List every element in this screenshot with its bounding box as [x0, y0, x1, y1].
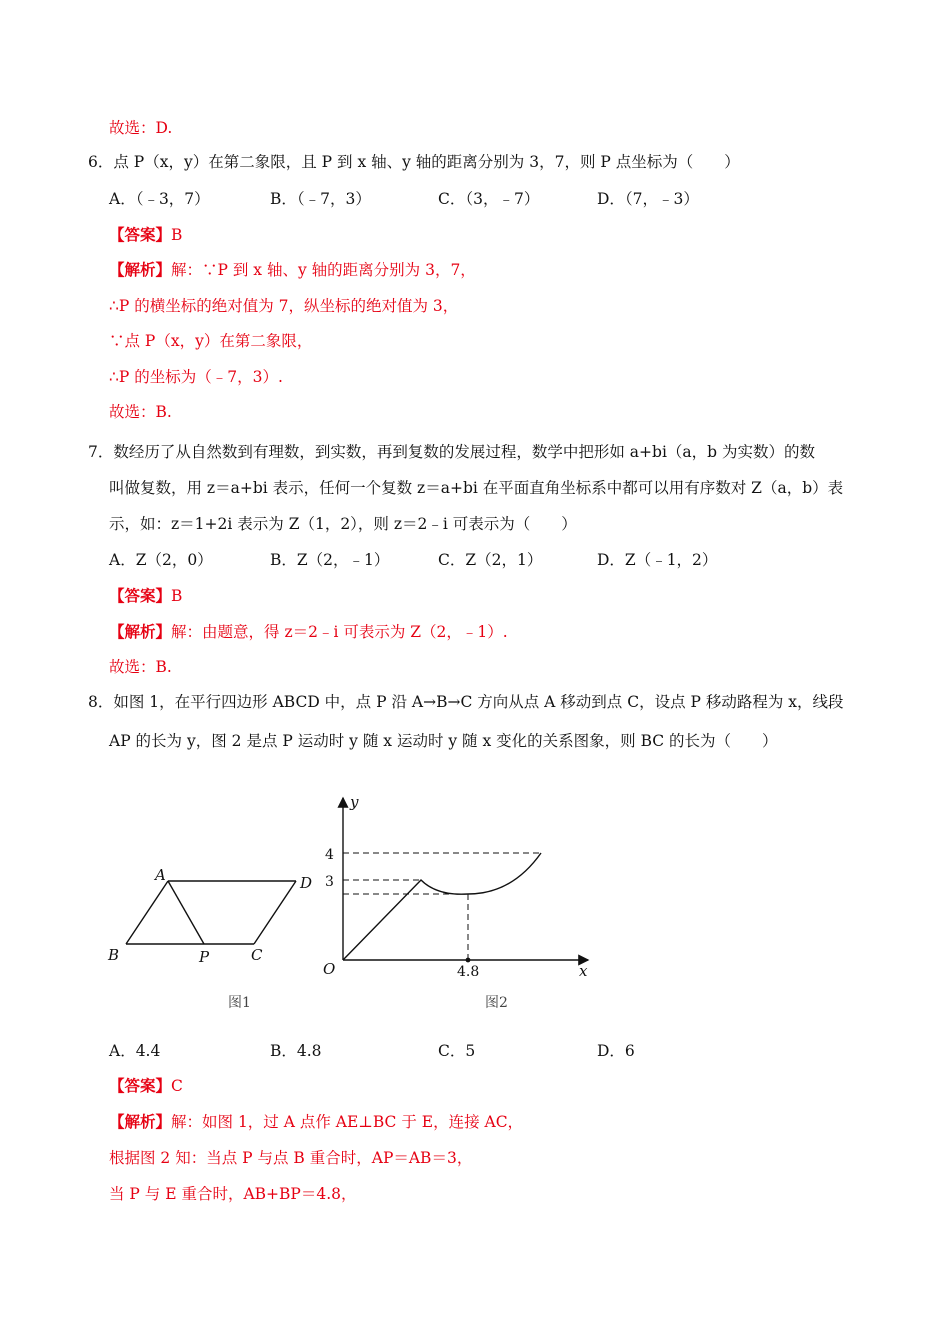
q6-analysis-2: ∴P 的横坐标的绝对值为 7，纵坐标的绝对值为 3， — [109, 297, 459, 315]
answer-tag: 【答案】 — [109, 1076, 172, 1095]
label-b: B — [108, 946, 120, 964]
q6-analysis-4: ∴P 的坐标为（﹣7，3）. — [109, 368, 283, 386]
side-ab — [126, 881, 168, 944]
answer-tag: 【答案】 — [109, 586, 172, 605]
x-axis-label: x — [579, 962, 588, 980]
origin-label: O — [323, 960, 336, 978]
label-p: P — [199, 948, 210, 966]
x-tick-label: 4.8 — [457, 964, 480, 980]
q6-answer-value: B — [171, 226, 183, 244]
q8-option-c: C．5 — [438, 1042, 476, 1060]
q7-answer-value: B — [171, 587, 183, 605]
q6-analysis-3: ∵点 P（x，y）在第二象限， — [109, 332, 313, 350]
y-tick-3: 3 — [325, 874, 334, 890]
q7-number: 7． — [88, 443, 114, 461]
label-a: A — [155, 866, 166, 884]
q8-option-b: B．4.8 — [270, 1042, 322, 1060]
analysis-tag: 【解析】 — [109, 1112, 172, 1131]
q8-analysis-text-1: 解：如图 1，过 A 点作 AE⊥BC 于 E，连接 AC， — [171, 1113, 524, 1131]
x-tick-dot — [466, 958, 471, 963]
figure-2-graph — [343, 798, 588, 962]
q8-option-a: A．4.4 — [109, 1042, 161, 1060]
q7-option-d: D．Z（﹣1，2） — [597, 551, 718, 569]
q7-option-c: C．Z（2，1） — [438, 551, 543, 569]
q7-stem-1 — [88, 442, 815, 462]
q6-option-a: A．（﹣3，7） — [109, 190, 210, 208]
q8-option-d: D．6 — [597, 1042, 635, 1060]
label-d: D — [300, 874, 313, 892]
figure-2-caption: 图2 — [485, 995, 508, 1011]
q7-option-b: B．Z（2，﹣1） — [270, 551, 390, 569]
q7-choose: 故选：B. — [109, 658, 172, 676]
graph-curve — [343, 853, 541, 960]
q6-stem-text: 点 P（x，y）在第二象限，且 P 到 x 轴、y 轴的距离分别为 3，7，则 P 点坐标为（ ） — [113, 153, 740, 171]
analysis-tag: 【解析】 — [109, 260, 172, 279]
q8-analysis-2: 根据图 2 知：当点 P 与点 B 重合时，AP＝AB＝3， — [109, 1149, 473, 1167]
q8-stem-2: AP 的长为 y，图 2 是点 P 运动时 y 随 x 运动时 y 随 x 变化的关系图象，则 BC 的长为（ ） — [109, 732, 778, 750]
side-dc — [254, 881, 296, 944]
q8-answer — [109, 1076, 183, 1096]
q8-analysis-3: 当 P 与 E 重合时，AB+BP＝4.8， — [109, 1185, 357, 1203]
q6-choose: 故选：B. — [109, 403, 172, 421]
q8-number: 8． — [88, 693, 114, 711]
label-c: C — [251, 946, 263, 964]
q7-option-a: A．Z（2，0） — [109, 551, 213, 569]
q6-stem — [88, 152, 740, 172]
q7-stem-text-1: 数经历了从自然数到有理数，到实数，再到复数的发展过程，数学中把形如 a+bi（a，b 为实数）的数 — [113, 443, 816, 461]
y-axis-label: y — [350, 793, 359, 811]
q6-analysis-1 — [109, 260, 476, 280]
q8-stem-1 — [88, 692, 844, 712]
q6-option-c: C．（3，﹣7） — [438, 190, 540, 208]
figure-1-parallelogram — [126, 881, 296, 944]
q8-answer-value: C — [171, 1077, 183, 1095]
figure-1-caption: 图1 — [228, 995, 251, 1011]
q7-stem-3: 示，如：z＝1+2i 表示为 Z（1，2），则 z＝2﹣i 可表示为（ ） — [109, 515, 577, 533]
q7-answer — [109, 586, 182, 606]
q6-option-d: D．（7，﹣3） — [597, 190, 699, 208]
q8-analysis-1 — [109, 1112, 523, 1132]
segment-ap — [168, 881, 204, 944]
q6-option-b: B．（﹣7，3） — [270, 190, 371, 208]
q6-answer — [109, 225, 182, 245]
analysis-tag: 【解析】 — [109, 622, 172, 641]
q7-analysis-text: 解：由题意，得 z＝2﹣i 可表示为 Z（2，﹣1）. — [171, 623, 508, 641]
q5-choose: 故选：D. — [109, 119, 173, 137]
answer-tag: 【答案】 — [109, 225, 172, 244]
q6-number: 6． — [88, 153, 114, 171]
q7-stem-2: 叫做复数，用 z＝a+bi 表示，任何一个复数 z＝a+bi 在平面直角坐标系中都可以用有序数对 Z（a，b）表 — [109, 479, 844, 497]
q6-analysis-text-1: 解：∵P 到 x 轴、y 轴的距离分别为 3，7， — [171, 261, 476, 279]
q8-stem-text-1: 如图 1，在平行四边形 ABCD 中，点 P 沿 A→B→C 方向从点 A 移动到点 C，设点 P 移动路程为 x，线段 — [113, 693, 844, 711]
q7-analysis — [109, 622, 508, 642]
y-tick-4: 4 — [325, 847, 334, 863]
q8-figures — [0, 780, 950, 1040]
